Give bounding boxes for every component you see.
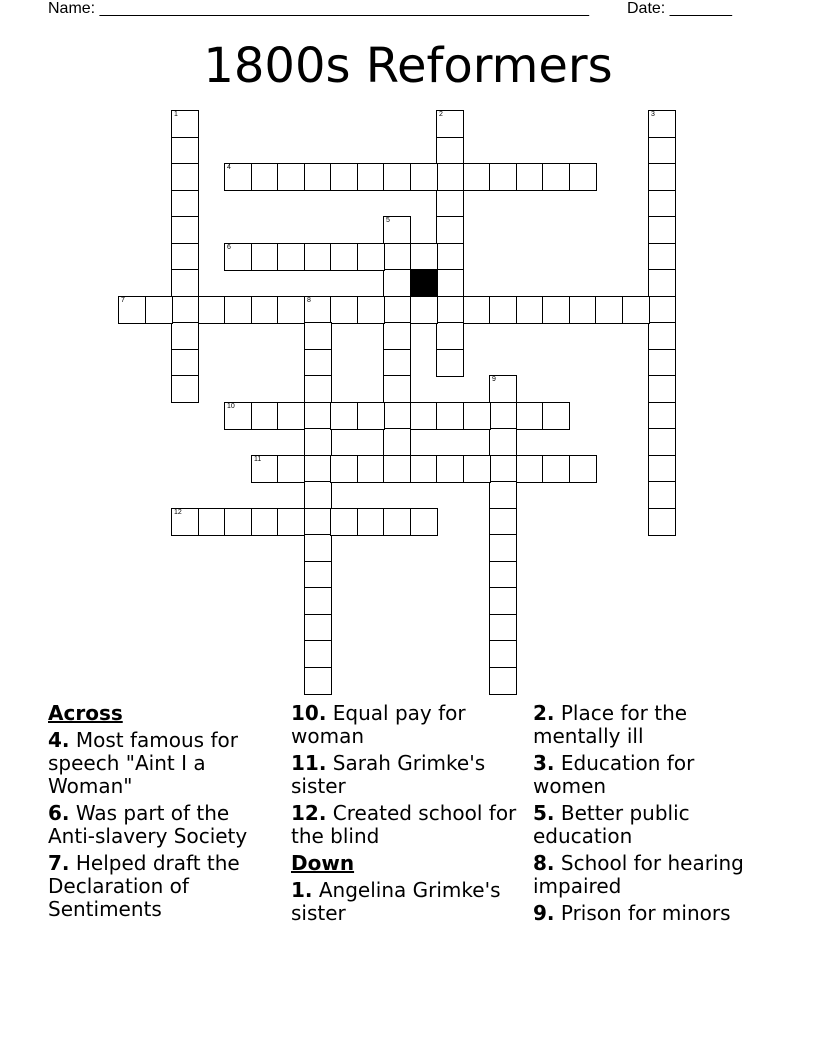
- grid-cell[interactable]: [648, 375, 676, 403]
- grid-cell[interactable]: [171, 269, 199, 297]
- grid-cell[interactable]: [516, 296, 544, 324]
- clue-number: 10: [227, 403, 235, 410]
- grid-cell[interactable]: [410, 508, 438, 536]
- grid-cell[interactable]: [648, 322, 676, 350]
- grid-cell[interactable]: [357, 243, 385, 271]
- grid-cell[interactable]: [171, 163, 199, 191]
- clue-across-4: 4. Most famous for speech "Aint I a Woman": [48, 728, 238, 798]
- grid-cell[interactable]: [489, 428, 517, 456]
- clue-number: 2: [439, 111, 443, 118]
- clue-number: 4: [227, 164, 231, 171]
- grid-cell[interactable]: [304, 428, 332, 456]
- grid-cell[interactable]: [357, 296, 385, 324]
- grid-cell[interactable]: [304, 561, 332, 589]
- grid-cell[interactable]: [304, 640, 332, 668]
- grid-cell[interactable]: [330, 508, 358, 536]
- grid-cell[interactable]: [436, 402, 464, 430]
- grid-cell[interactable]: [489, 296, 517, 324]
- grid-cell[interactable]: [330, 243, 358, 271]
- clue-down-3: 3. Education for women: [533, 751, 695, 798]
- across-heading: Across: [48, 701, 123, 725]
- clue-number: 1: [174, 111, 178, 118]
- grid-cell[interactable]: [277, 402, 305, 430]
- grid-cell[interactable]: [277, 243, 305, 271]
- grid-cell[interactable]: [542, 402, 570, 430]
- grid-cell[interactable]: [224, 508, 252, 536]
- clue-column-1: [48, 702, 280, 925]
- grid-cell[interactable]: [304, 163, 332, 191]
- grid-cell[interactable]: [436, 190, 464, 218]
- grid-cell[interactable]: [595, 296, 623, 324]
- grid-cell[interactable]: [383, 375, 411, 403]
- grid-cell[interactable]: [171, 508, 199, 536]
- grid-cell[interactable]: [410, 296, 438, 324]
- grid-cell[interactable]: [383, 269, 411, 297]
- grid-cell[interactable]: [277, 508, 305, 536]
- grid-cell[interactable]: [410, 163, 438, 191]
- grid-cell[interactable]: [542, 163, 570, 191]
- clue-down-9: 9. Prison for minors: [533, 901, 731, 925]
- grid-cell[interactable]: [622, 296, 650, 324]
- grid-cell[interactable]: [463, 296, 491, 324]
- grid-cell[interactable]: [171, 349, 199, 377]
- grid-cell[interactable]: [648, 508, 676, 536]
- grid-cell[interactable]: [171, 296, 199, 324]
- grid-cell[interactable]: [569, 455, 597, 483]
- grid-cell[interactable]: [516, 402, 544, 430]
- grid-cell[interactable]: [648, 110, 676, 138]
- grid-cell[interactable]: [489, 534, 517, 562]
- grid-cell[interactable]: [304, 322, 332, 350]
- grid-cell[interactable]: [436, 216, 464, 244]
- grid-cell[interactable]: [516, 455, 544, 483]
- grid-cell[interactable]: [277, 163, 305, 191]
- grid-cell[interactable]: [648, 402, 676, 430]
- grid-cell[interactable]: [383, 508, 411, 536]
- grid-cell[interactable]: [171, 375, 199, 403]
- grid-cell[interactable]: [463, 163, 491, 191]
- grid-cell[interactable]: [383, 349, 411, 377]
- grid-cell[interactable]: [648, 455, 676, 483]
- clue-number: 8: [307, 297, 311, 304]
- grid-cell[interactable]: [436, 243, 464, 271]
- grid-cell[interactable]: [383, 296, 411, 324]
- grid-cell[interactable]: [648, 428, 676, 456]
- grid-cell[interactable]: [489, 402, 517, 430]
- grid-cell[interactable]: [648, 349, 676, 377]
- clue-number: 7: [121, 297, 125, 304]
- grid-cell[interactable]: [145, 296, 173, 324]
- clue-down-5: 5. Better public education: [533, 801, 690, 848]
- grid-cell[interactable]: [648, 243, 676, 271]
- grid-cell[interactable]: [436, 110, 464, 138]
- clue-down-1: 1. Angelina Grimke's sister: [291, 878, 501, 925]
- grid-cell[interactable]: [436, 269, 464, 297]
- grid-cell[interactable]: [357, 508, 385, 536]
- grid-cell[interactable]: [224, 163, 252, 191]
- grid-cell[interactable]: [516, 163, 544, 191]
- grid-cell[interactable]: [436, 137, 464, 165]
- down-heading: Down: [291, 851, 355, 875]
- clue-number: 6: [227, 244, 231, 251]
- grid-cell[interactable]: [569, 163, 597, 191]
- grid-cell[interactable]: [304, 375, 332, 403]
- black-square: [410, 269, 438, 297]
- clue-across-12: 12. Created school for the blind: [291, 801, 517, 848]
- grid-cell[interactable]: [436, 322, 464, 350]
- grid-cell[interactable]: [171, 243, 199, 271]
- grid-cell[interactable]: [304, 296, 332, 324]
- clue-number: 12: [174, 509, 182, 516]
- grid-cell[interactable]: [224, 296, 252, 324]
- grid-cell[interactable]: [648, 137, 676, 165]
- grid-cell[interactable]: [463, 402, 491, 430]
- grid-cell[interactable]: [304, 614, 332, 642]
- grid-cell[interactable]: [648, 163, 676, 191]
- clue-number: 11: [254, 456, 262, 463]
- grid-cell[interactable]: [357, 402, 385, 430]
- clue-across-11: 11. Sarah Grimke's sister: [291, 751, 486, 798]
- grid-cell[interactable]: [436, 455, 464, 483]
- grid-cell[interactable]: [489, 375, 517, 403]
- grid-cell[interactable]: [224, 402, 252, 430]
- grid-cell[interactable]: [198, 296, 226, 324]
- grid-cell[interactable]: [198, 508, 226, 536]
- grid-cell[interactable]: [489, 561, 517, 589]
- grid-cell[interactable]: [304, 243, 332, 271]
- grid-cell[interactable]: [383, 243, 411, 271]
- grid-cell[interactable]: [251, 455, 279, 483]
- grid-cell[interactable]: [410, 402, 438, 430]
- grid-cell[interactable]: [171, 216, 199, 244]
- grid-cell[interactable]: [304, 667, 332, 695]
- grid-cell[interactable]: [489, 640, 517, 668]
- grid-cell[interactable]: [542, 455, 570, 483]
- grid-cell[interactable]: [410, 243, 438, 271]
- grid-cell[interactable]: [304, 508, 332, 536]
- grid-cell[interactable]: [648, 296, 676, 324]
- grid-cell[interactable]: [224, 243, 252, 271]
- grid-cell[interactable]: [251, 163, 279, 191]
- grid-cell[interactable]: [648, 481, 676, 509]
- grid-cell[interactable]: [171, 322, 199, 350]
- grid-cell[interactable]: [489, 163, 517, 191]
- grid-cell[interactable]: [277, 455, 305, 483]
- grid-cell[interactable]: [330, 163, 358, 191]
- clue-across-10: 10. Equal pay for woman: [291, 701, 466, 748]
- grid-cell[interactable]: [171, 110, 199, 138]
- clue-column-2: [291, 702, 523, 929]
- clue-down-8: 8. School for hearing impaired: [533, 851, 744, 898]
- grid-cell[interactable]: [171, 137, 199, 165]
- grid-cell[interactable]: [304, 587, 332, 615]
- grid-cell[interactable]: [277, 296, 305, 324]
- grid-cell[interactable]: [489, 587, 517, 615]
- grid-cell[interactable]: [383, 455, 411, 483]
- grid-cell[interactable]: [648, 190, 676, 218]
- clue-number: 3: [651, 111, 655, 118]
- clue-across-6: 6. Was part of the Anti-slavery Society: [48, 801, 248, 848]
- grid-cell[interactable]: [542, 296, 570, 324]
- clue-down-2: 2. Place for the mentally ill: [533, 701, 688, 748]
- grid-cell[interactable]: [251, 243, 279, 271]
- date-field: Date: _______: [627, 0, 732, 17]
- grid-cell[interactable]: [304, 481, 332, 509]
- page-title: 1800s Reformers: [203, 38, 613, 94]
- grid-cell[interactable]: [489, 481, 517, 509]
- grid-cell[interactable]: [304, 402, 332, 430]
- grid-cell[interactable]: [251, 402, 279, 430]
- grid-cell[interactable]: [383, 428, 411, 456]
- grid-cell[interactable]: [304, 534, 332, 562]
- grid-cell[interactable]: [383, 163, 411, 191]
- clue-column-3: [533, 702, 765, 929]
- grid-cell[interactable]: [489, 614, 517, 642]
- grid-cell[interactable]: [171, 190, 199, 218]
- grid-cell[interactable]: [330, 402, 358, 430]
- grid-cell[interactable]: [648, 269, 676, 297]
- grid-cell[interactable]: [383, 322, 411, 350]
- grid-cell[interactable]: [569, 296, 597, 324]
- grid-cell[interactable]: [357, 455, 385, 483]
- grid-cell[interactable]: [489, 455, 517, 483]
- grid-cell[interactable]: [383, 216, 411, 244]
- clue-number: 9: [492, 376, 496, 383]
- grid-cell[interactable]: [436, 296, 464, 324]
- grid-cell[interactable]: [436, 349, 464, 377]
- grid-cell[interactable]: [251, 508, 279, 536]
- name-field: Name: _______________________________________________________: [48, 0, 589, 17]
- grid-cell[interactable]: [463, 455, 491, 483]
- grid-cell[interactable]: [304, 455, 332, 483]
- grid-cell[interactable]: [304, 349, 332, 377]
- grid-cell[interactable]: [436, 163, 464, 191]
- grid-cell[interactable]: [489, 667, 517, 695]
- grid-cell[interactable]: [330, 455, 358, 483]
- grid-cell[interactable]: [330, 296, 358, 324]
- clue-number: 5: [386, 217, 390, 224]
- grid-cell[interactable]: [489, 508, 517, 536]
- clue-across-7: 7. Helped draft the Declaration of Sentiments: [48, 851, 240, 921]
- grid-cell[interactable]: [357, 163, 385, 191]
- grid-cell[interactable]: [118, 296, 146, 324]
- grid-cell[interactable]: [648, 216, 676, 244]
- grid-cell[interactable]: [410, 455, 438, 483]
- grid-cell[interactable]: [251, 296, 279, 324]
- grid-cell[interactable]: [383, 402, 411, 430]
